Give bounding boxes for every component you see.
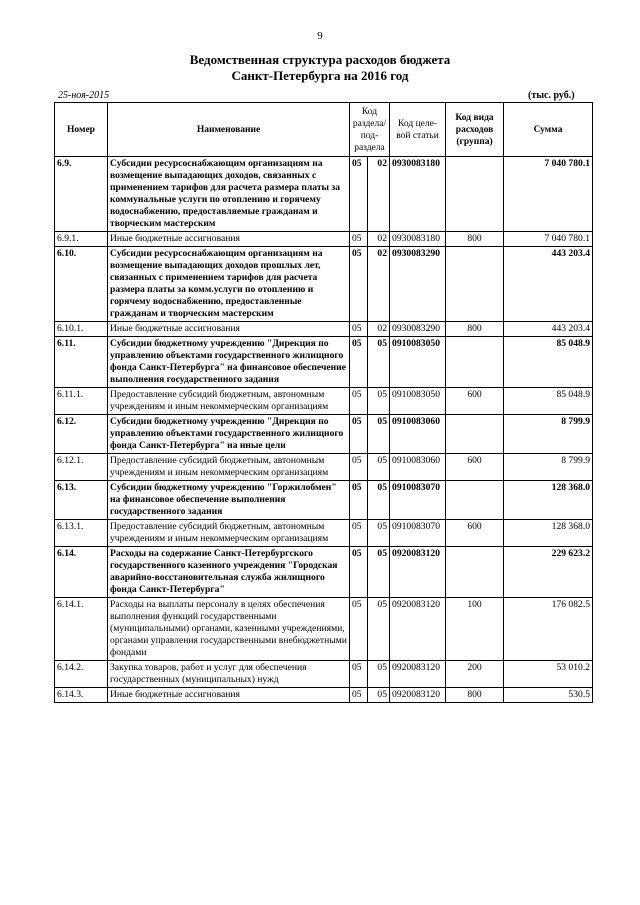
- row-article-code: 0910083050: [390, 337, 446, 388]
- row-subsection-code: 05: [368, 481, 390, 520]
- row-article-code: 0930083180: [390, 232, 446, 247]
- row-article-code: 0920083120: [390, 547, 446, 598]
- header-article: Код целе- вой статьи: [390, 103, 446, 157]
- row-amount: 128 368.0: [504, 520, 593, 547]
- row-section-code: 05: [350, 322, 368, 337]
- table-row: [55, 415, 593, 454]
- table-row: [55, 661, 593, 688]
- header-section: Код раздела/ под- раздела: [350, 103, 390, 157]
- row-section-code: 05: [350, 415, 368, 454]
- row-expense-type-code: 600: [446, 388, 504, 415]
- row-article-code: 0910083070: [390, 481, 446, 520]
- row-section-code: 05: [350, 481, 368, 520]
- header-amount: Сумма: [504, 103, 593, 157]
- row-expense-type-code: 800: [446, 232, 504, 247]
- row-amount: 53 010.2: [504, 661, 593, 688]
- row-expense-type-code: 600: [446, 520, 504, 547]
- row-article-code: 0910083070: [390, 520, 446, 547]
- row-number: 6.9.: [55, 157, 108, 232]
- row-number: 6.11.: [55, 337, 108, 388]
- row-name: Иные бюджетные ассигнования: [108, 232, 350, 247]
- table-row: [55, 454, 593, 481]
- row-expense-type-code: [446, 157, 504, 232]
- row-amount: 530.5: [504, 688, 593, 703]
- table-row: [55, 598, 593, 661]
- table-row: [55, 688, 593, 703]
- row-name: Субсидии бюджетному учреждению "Дирекция по управлению объектами государственного жилищного фонда Санкт-Петербурга" на финансовое обеспечение выполнения государственного задания: [108, 337, 350, 388]
- row-name: Субсидии ресурсоснабжающим организациям на возмещение выпадающих доходов, связанных с применением тарифов для расчета размера платы за коммунальные услуги по отоплению и горячему водоснабжению, предоставляемые гражданам и творческим мастерским: [108, 157, 350, 232]
- header-name: Наименование: [108, 103, 350, 157]
- row-number: 6.14.3.: [55, 688, 108, 703]
- header-number: Номер: [55, 103, 108, 157]
- row-name: Предоставление субсидий бюджетным, автономным учреждениям и иным некоммерческим организациям: [108, 520, 350, 547]
- row-article-code: 0920083120: [390, 688, 446, 703]
- table-row: [55, 232, 593, 247]
- row-section-code: 05: [350, 661, 368, 688]
- row-expense-type-code: 100: [446, 598, 504, 661]
- row-article-code: 0930083290: [390, 247, 446, 322]
- row-subsection-code: 02: [368, 232, 390, 247]
- row-expense-type-code: 800: [446, 688, 504, 703]
- row-subsection-code: 05: [368, 337, 390, 388]
- row-number: 6.9.1.: [55, 232, 108, 247]
- row-expense-type-code: [446, 337, 504, 388]
- row-expense-type-code: [446, 481, 504, 520]
- row-name: Субсидии бюджетному учреждению "Горжилобмен" на финансовое обеспечение выполнения государственного задания: [108, 481, 350, 520]
- row-number: 6.11.1.: [55, 388, 108, 415]
- units-label: (тыс. руб.): [528, 90, 575, 101]
- row-subsection-code: 05: [368, 520, 390, 547]
- row-number: 6.14.2.: [55, 661, 108, 688]
- row-amount: 7 040 780.1: [504, 232, 593, 247]
- table-row: [55, 157, 593, 232]
- row-name: Расходы на содержание Санкт-Петербургского государственного казенного учреждения "Городская аварийно-восстановительная служба жилищного фонда Санкт-Петербурга": [108, 547, 350, 598]
- row-subsection-code: 05: [368, 661, 390, 688]
- row-amount: 8 799.9: [504, 454, 593, 481]
- row-name: Предоставление субсидий бюджетным, автономным учреждениям и иным некоммерческим организациям: [108, 388, 350, 415]
- row-section-code: 05: [350, 337, 368, 388]
- row-number: 6.10.: [55, 247, 108, 322]
- row-subsection-code: 05: [368, 388, 390, 415]
- row-amount: 443 203.4: [504, 322, 593, 337]
- row-section-code: 05: [350, 598, 368, 661]
- budget-table: [54, 102, 593, 703]
- row-section-code: 05: [350, 247, 368, 322]
- table-row: [55, 247, 593, 322]
- title-line-1: Ведомственная структура расходов бюджета: [189, 52, 451, 67]
- row-name: Субсидии ресурсоснабжающим организациям на возмещение выпадающих доходов прошлых лет, связанных с применением тарифов для расчета размера платы за комм.услуги по отоплению и горячему водоснабжению, предоставленные гражданам и творческим мастерским: [108, 247, 350, 322]
- row-name: Субсидии бюджетному учреждению "Дирекция по управлению объектами государственного жилищного фонда Санкт-Петербурга" на иные цели: [108, 415, 350, 454]
- row-article-code: 0920083120: [390, 661, 446, 688]
- row-expense-type-code: 600: [446, 454, 504, 481]
- row-name: Иные бюджетные ассигнования: [108, 322, 350, 337]
- row-subsection-code: 02: [368, 157, 390, 232]
- row-article-code: 0920083120: [390, 598, 446, 661]
- row-section-code: 05: [350, 454, 368, 481]
- row-name: Предоставление субсидий бюджетным, автономным учреждениям и иным некоммерческим организациям: [108, 454, 350, 481]
- row-number: 6.12.: [55, 415, 108, 454]
- row-subsection-code: 05: [368, 454, 390, 481]
- row-amount: 85 048.9: [504, 388, 593, 415]
- row-expense-type-code: [446, 247, 504, 322]
- table-row: [55, 337, 593, 388]
- row-expense-type-code: 200: [446, 661, 504, 688]
- row-amount: 176 082.5: [504, 598, 593, 661]
- row-subsection-code: 05: [368, 547, 390, 598]
- document-date: 25-ноя-2015: [58, 90, 110, 101]
- row-section-code: 05: [350, 157, 368, 232]
- row-section-code: 05: [350, 547, 368, 598]
- row-section-code: 05: [350, 232, 368, 247]
- table-row: [55, 388, 593, 415]
- title-line-2: Санкт-Петербурга на 2016 год: [231, 68, 409, 83]
- row-subsection-code: 05: [368, 598, 390, 661]
- row-name: Расходы на выплаты персоналу в целях обеспечения выполнения функций государственными (муниципальными) органами, казенными учреждениями, органами управления государственными внебюджетными фондами: [108, 598, 350, 661]
- row-amount: 8 799.9: [504, 415, 593, 454]
- row-amount: 229 623.2: [504, 547, 593, 598]
- document-title: [0, 52, 640, 84]
- row-number: 6.10.1.: [55, 322, 108, 337]
- table-row: [55, 547, 593, 598]
- row-article-code: 0930083290: [390, 322, 446, 337]
- page-number: 9: [317, 30, 323, 42]
- row-amount: 128 368.0: [504, 481, 593, 520]
- row-expense-type-code: [446, 415, 504, 454]
- row-amount: 443 203.4: [504, 247, 593, 322]
- row-section-code: 05: [350, 688, 368, 703]
- row-number: 6.14.1.: [55, 598, 108, 661]
- row-expense-type-code: 800: [446, 322, 504, 337]
- row-article-code: 0910083060: [390, 454, 446, 481]
- row-number: 6.14.: [55, 547, 108, 598]
- row-subsection-code: 05: [368, 688, 390, 703]
- row-section-code: 05: [350, 388, 368, 415]
- table-header-row: [55, 103, 593, 157]
- row-number: 6.13.: [55, 481, 108, 520]
- table-body: [55, 157, 593, 703]
- row-subsection-code: 02: [368, 247, 390, 322]
- table-row: [55, 520, 593, 547]
- row-subsection-code: 02: [368, 322, 390, 337]
- row-amount: 85 048.9: [504, 337, 593, 388]
- table-row: [55, 481, 593, 520]
- row-article-code: 0930083180: [390, 157, 446, 232]
- row-name: Иные бюджетные ассигнования: [108, 688, 350, 703]
- row-amount: 7 040 780.1: [504, 157, 593, 232]
- row-expense-type-code: [446, 547, 504, 598]
- table-row: [55, 322, 593, 337]
- row-article-code: 0910083060: [390, 415, 446, 454]
- row-number: 6.12.1.: [55, 454, 108, 481]
- row-number: 6.13.1.: [55, 520, 108, 547]
- row-section-code: 05: [350, 520, 368, 547]
- header-expense-type: Код вида расходов (группа): [446, 103, 504, 157]
- row-subsection-code: 05: [368, 415, 390, 454]
- row-name: Закупка товаров, работ и услуг для обеспечения государственных (муниципальных) нужд: [108, 661, 350, 688]
- row-article-code: 0910083050: [390, 388, 446, 415]
